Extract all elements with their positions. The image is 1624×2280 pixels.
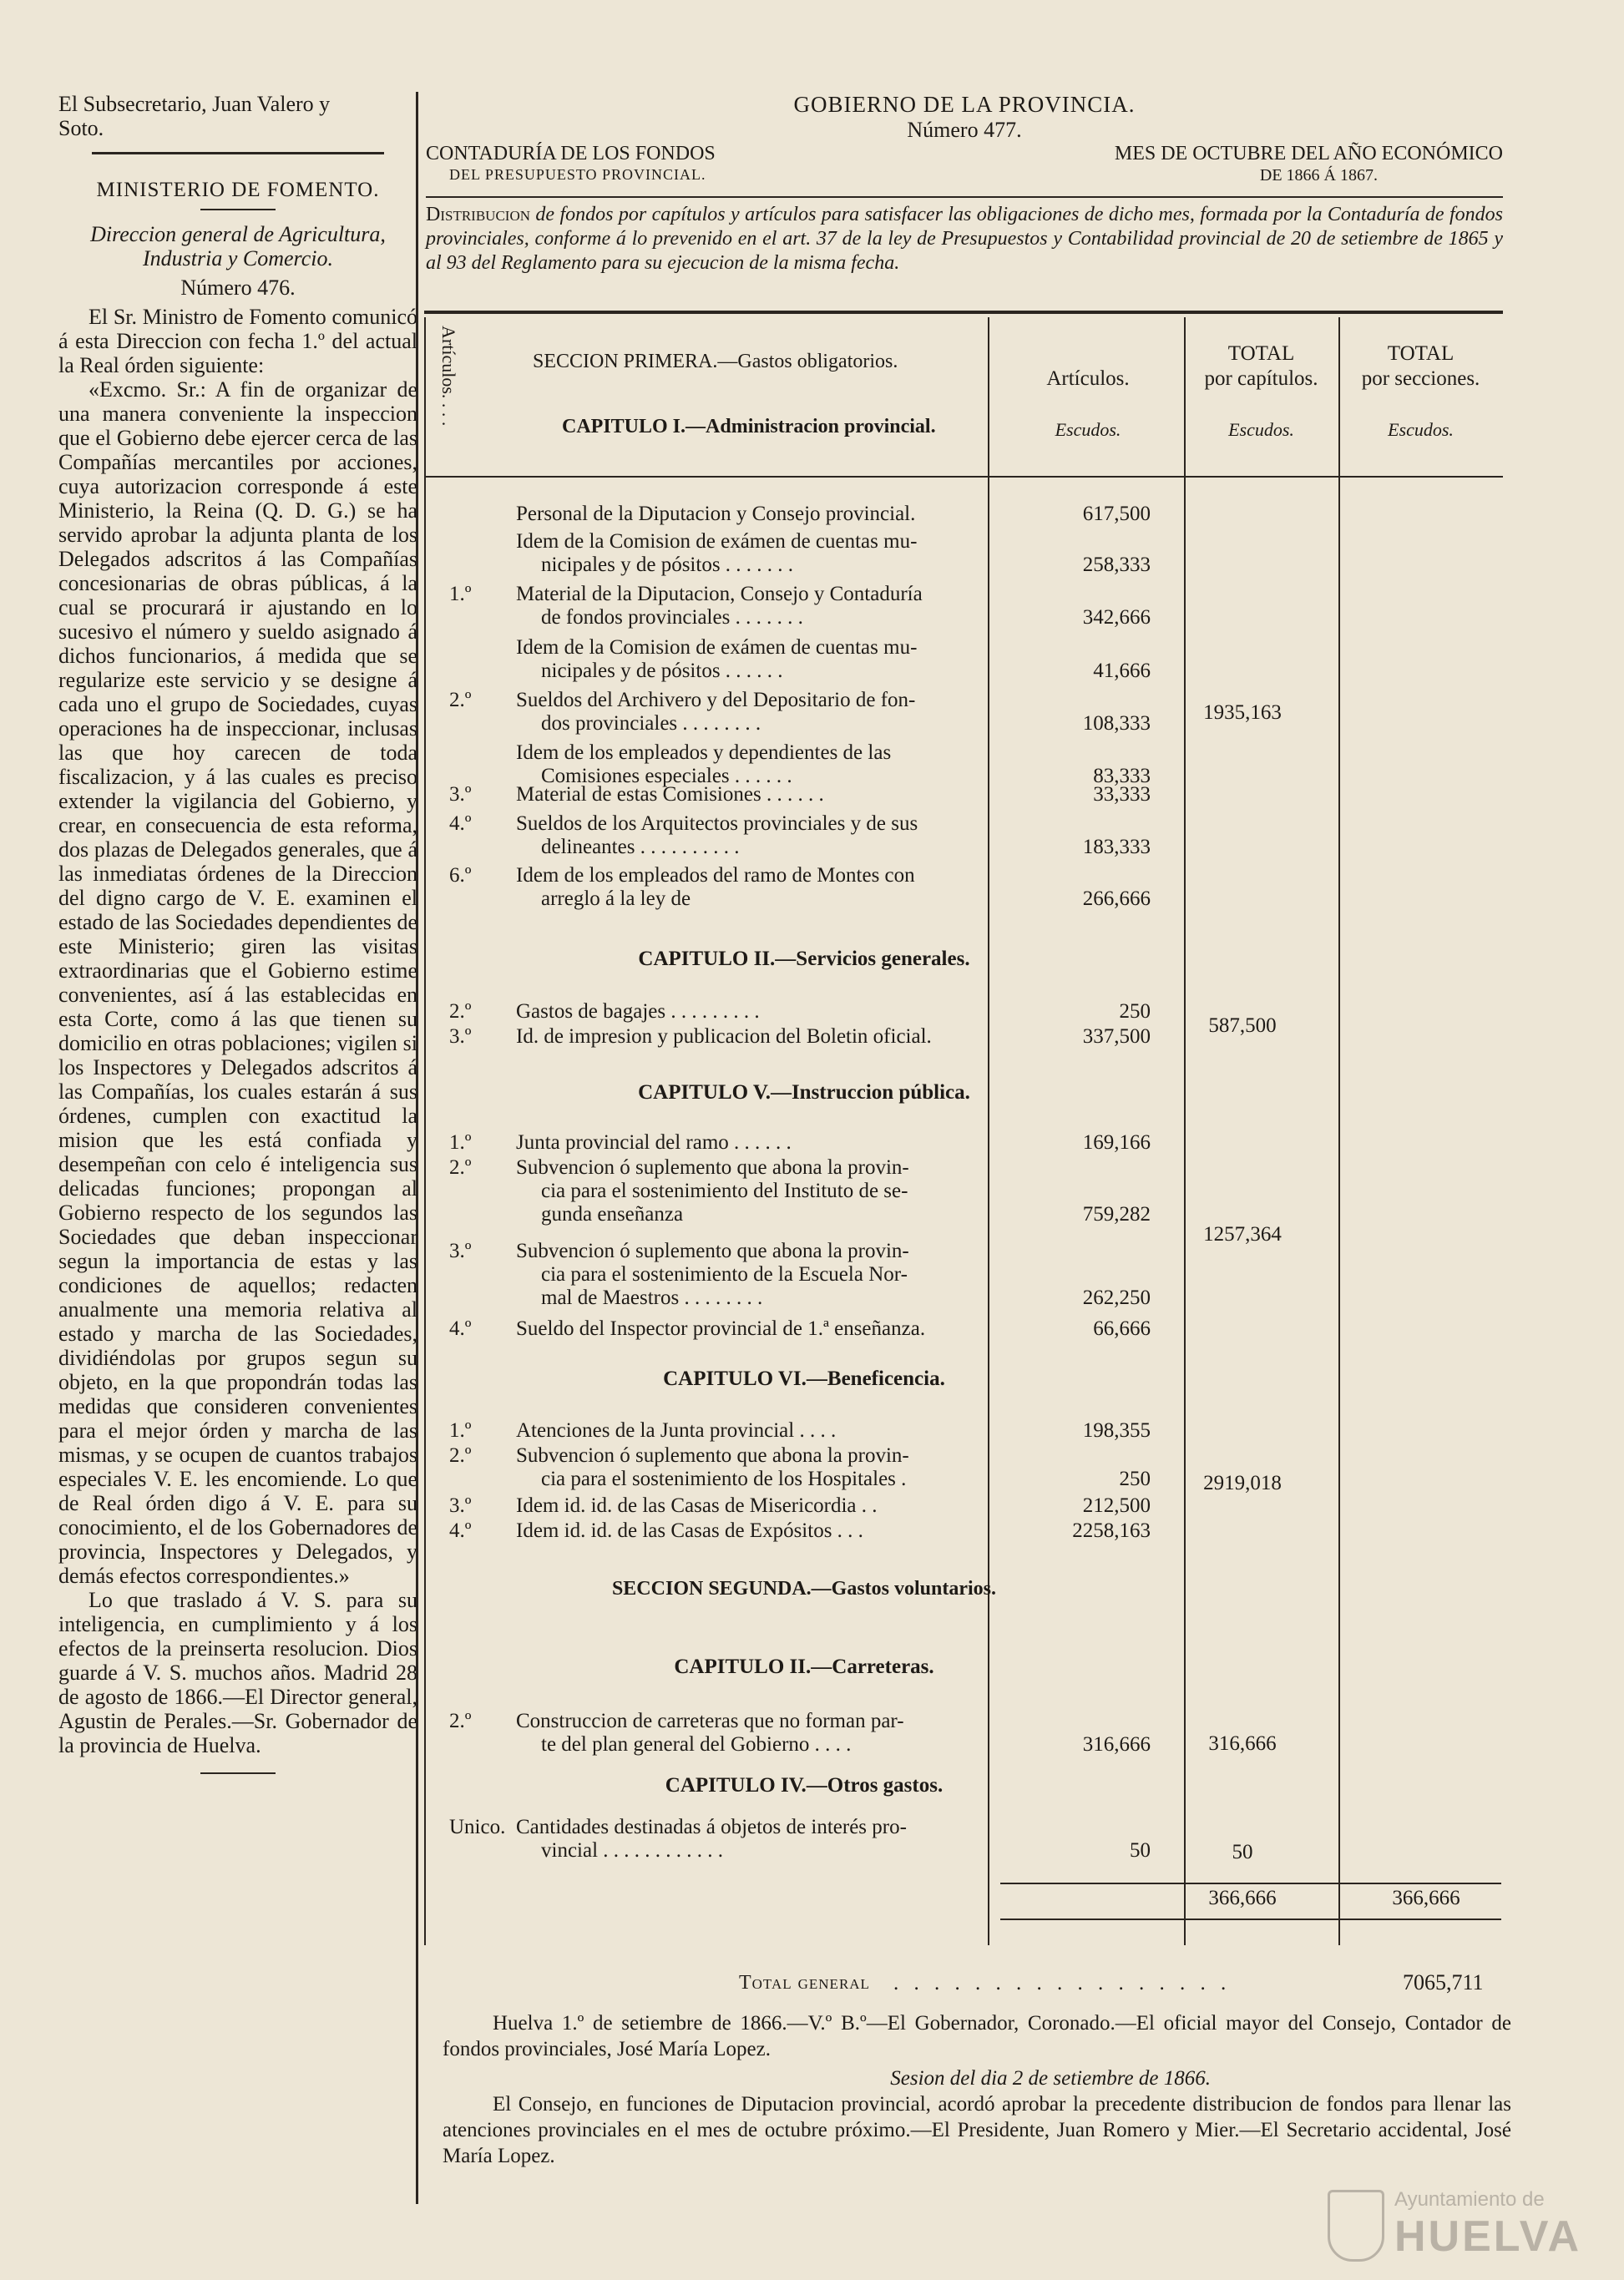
table-left-border (424, 317, 426, 1945)
col-articulos-unit: Escudos. (1055, 419, 1121, 440)
description-line: Id. de impresion y publicacion del Boletin oficial. (516, 1025, 932, 1048)
watermark-line-1: Ayuntamiento de (1394, 2188, 1545, 2211)
header-rule (426, 196, 1503, 198)
col-sec-header-2: por secciones. (1361, 367, 1480, 390)
seccion-segunda (516, 1578, 1092, 1600)
month-line-1: MES DE OCTUBRE DEL AÑO ECONÓMICO (1114, 143, 1503, 164)
description-line: arreglo á la ley de (541, 887, 691, 910)
watermark-line-2: HUELVA (1394, 2212, 1582, 2261)
article-amount: 262,250 (1082, 1287, 1151, 1309)
description-line: mal de Maestros . . . . . . . . (541, 1287, 763, 1309)
notice-number: Número 476. (180, 276, 296, 300)
seccion-segunda-label: SECCION SEGUNDA.—Gastos voluntarios. (611, 1578, 997, 1600)
article-description (516, 689, 1092, 736)
article-description (516, 1816, 1092, 1863)
article-description (516, 583, 1092, 629)
article-description (516, 783, 1092, 806)
header-bottom-rule (424, 476, 1503, 478)
month-line-2: DE 1866 Á 1867. (1259, 166, 1378, 185)
seccion-2-total: 366,666 (1392, 1887, 1460, 1909)
description-line: Atenciones de la Junta provincial . . . . (516, 1419, 837, 1442)
end-separator (200, 1772, 276, 1774)
article-amount: 33,333 (1093, 783, 1151, 806)
gobierno-title: GOBIERNO DE LA PROVINCIA. (793, 92, 1136, 117)
article-number: 4.º (449, 1317, 472, 1340)
capitulo-4-title (516, 1774, 1092, 1797)
article-description (516, 864, 1092, 911)
article-amount: 169,166 (1082, 1131, 1151, 1154)
ministry-title: MINISTERIO DE FOMENTO. (96, 179, 380, 201)
article-number: 3.º (449, 1240, 472, 1262)
description-line: Subvencion ó suplemento que abona la provin- (516, 1240, 909, 1262)
header-subrow (426, 143, 1503, 193)
capitulo-2-label: CAPITULO II.—Servicios generales. (638, 948, 970, 970)
description-line: vincial . . . . . . . . . . . . (541, 1839, 724, 1862)
capitulo-4-label: CAPITULO IV.—Otros gastos. (665, 1774, 944, 1797)
col-articulos-header: Artículos. (1046, 367, 1130, 390)
capitulo-2-total: 587,500 (1208, 1014, 1277, 1037)
article-description (516, 741, 1092, 788)
separator (92, 152, 384, 154)
description-line: dos provinciales . . . . . . . . (541, 712, 761, 735)
description-line: Personal de la Diputacion y Consejo provincial. (516, 503, 916, 525)
article-description (516, 1419, 1092, 1443)
article-amount: 66,666 (1093, 1317, 1151, 1340)
description-line: Junta provincial del ramo . . . . . . (516, 1131, 792, 1154)
total-general-label: Total general (739, 1972, 870, 1994)
coat-of-arms-icon (1328, 2190, 1384, 2262)
article-amount: 316,666 (1082, 1733, 1151, 1756)
subtotal-bottom-rule (1000, 1919, 1501, 1920)
paragraph-intro: El Sr. Ministro de Fomento comunicó á esta Direccion con fecha 1.º del actual la Real órden siguiente: (58, 305, 417, 377)
description-line: cia para el sostenimiento de los Hospitales . (541, 1468, 907, 1490)
article-amount: 50 (1130, 1839, 1151, 1862)
col-sec-header-1: TOTAL (1387, 342, 1455, 365)
article-amount: 258,333 (1082, 554, 1151, 576)
col-cap-header-2: por capítulos. (1204, 367, 1318, 390)
carreteras-total: 316,666 (1208, 1732, 1277, 1755)
article-amount: 342,666 (1082, 606, 1151, 629)
article-number: 3.º (449, 1025, 472, 1048)
distribution-description (426, 203, 1503, 276)
capitulo-5-total: 1257,364 (1203, 1223, 1282, 1246)
description-line: nicipales y de pósitos . . . . . . (541, 660, 783, 682)
article-description (516, 1131, 1092, 1155)
table-top-rule (424, 311, 1503, 314)
article-amount: 617,500 (1082, 503, 1151, 525)
capitulo-5-label: CAPITULO V.—Instruccion pública. (638, 1081, 970, 1104)
description-line: Subvencion ó suplemento que abona la provin- (516, 1156, 909, 1179)
paragraph-royal-order: «Excmo. Sr.: A fin de organizar de una manera conveniente la inspeccion que el Gobierno debe ejercer cerca de las Compañías mercantiles por acciones, cuya autorizacion corresponde á este Ministerio, la Reina (Q. D. G.) se ha servido aprobar la adjunta planta de los Delegados adscritos á las Compañías concesionarias de obras públicas, á la cual se procurará ir ajustando en lo sucesivo el número y sueldo asignado á dichos funcionarios, á medida que se regularize este servicio y se designe á cada uno el grupo de Sociedades, cuyas operaciones ha de inspeccionar, inclusas las que hoy carecen de toda fiscalizacion, y á las cuales es preciso extender la vigilancia del Gobierno, y crear, en consecuencia de esta reforma, dos plazas de Delegados generales, que á las inmediatas órdenes de la Direccion del digno cargo de V. E. examinen el estado de las Sociedades dependientes de este Ministerio; giren las visitas extraordinarias que el Gobierno estime convenientes, así á las establecidas en esta Corte, como á las que tienen su domicilio en otras poblaciones; vigilen si los Inspectores y Delegados adscritos á las Compañías, los cuales estarán á sus órdenes, cumplen con exactitud la mision que les está confiada y desempeñan con celo é inteligencia sus delicadas funciones; propongan al Gobierno respecto de los segundos las Sociedades que deban inspeccionar segun la importancia de estas y las condiciones de aquellos; redacten anualmente una memoria relativa al estado y marcha de las Sociedades, dividiéndolas por grupos segun su objeto, en la que propondrán todas las medidas que consideren convenientes para el mejor órden y marcha de las mismas, y se ocupen de cuantos trabajos especiales V. E. les encomiende. Lo que de Real órden digo á V. E. para su conocimiento, el de los Gobernadores de provincia, Inspectores y Delegados, y demás efectos correspondientes.» (58, 377, 417, 1588)
description-line: te del plan general del Gobierno . . . . (541, 1733, 852, 1756)
top-line-1: El Subsecretario, Juan Valero y (58, 92, 331, 116)
article-description (516, 636, 1092, 683)
article-number: 1.º (449, 1419, 472, 1442)
article-amount: 83,333 (1093, 765, 1151, 787)
seccion-2-cap-total: 366,666 (1208, 1887, 1277, 1909)
distribution-lead: Distribucion (426, 204, 531, 225)
description-line: de fondos provinciales . . . . . . . (541, 606, 803, 629)
left-column (58, 92, 417, 1781)
description-line: gunda enseñanza (541, 1203, 684, 1226)
description-line: Idem de la Comision de exámen de cuentas mu- (516, 530, 918, 553)
description-line: Idem de la Comision de exámen de cuentas mu- (516, 636, 918, 659)
article-description (516, 1000, 1092, 1024)
article-number: 4.º (449, 812, 472, 835)
description-line: Sueldos del Archivero y del Depositario de fon- (516, 689, 916, 711)
ayuntamiento-watermark (1328, 2183, 1582, 2267)
session-date: Sesion del dia 2 de setiembre de 1866. (890, 2067, 1211, 2090)
description-line: Idem id. id. de las Casas de Expósitos . . . (516, 1519, 863, 1542)
seccion-primera: SECCION PRIMERA.—Gastos obligatorios. (533, 351, 898, 372)
article-number: 2.º (449, 1156, 472, 1179)
article-number: 2.º (449, 689, 472, 711)
description-line: cia para el sostenimiento del Instituto de se- (541, 1180, 908, 1202)
col-cap-unit: Escudos. (1228, 419, 1294, 440)
paragraph-closing: Lo que traslado á V. S. para su inteligencia, en cumplimiento y á los efectos de la preinserta resolucion. Dios guarde á V. S. muchos años. Madrid 28 de agosto de 1866.—El Director general, Agustin de Perales.—Sr. Gobernador de la provincia de Huelva. (58, 1588, 417, 1757)
article-amount: 2258,163 (1072, 1519, 1151, 1542)
description-line: Construccion de carreteras que no forman par- (516, 1710, 904, 1732)
capitulo-1-title: CAPITULO I.—Administracion provincial. (562, 416, 936, 437)
capitulo-6-total: 2919,018 (1203, 1472, 1282, 1494)
article-number: Unico. (449, 1816, 506, 1838)
otros-gastos-total: 50 (1232, 1841, 1253, 1863)
description-line: Sueldo del Inspector provincial de 1.ª enseñanza. (516, 1317, 926, 1340)
article-description (516, 1156, 1092, 1226)
article-amount: 250 (1119, 1000, 1151, 1023)
article-description (516, 1025, 1092, 1049)
capitulo-5-title (516, 1081, 1092, 1105)
article-amount: 337,500 (1082, 1025, 1151, 1048)
article-description (516, 1710, 1092, 1757)
article-description (516, 1444, 1092, 1491)
description-line: Material de la Diputacion, Consejo y Contaduría (516, 583, 923, 605)
notice-number-477: Número 477. (907, 118, 1022, 142)
capitulo-2-carreteras-label: CAPITULO II.—Carreteras. (674, 1656, 934, 1678)
capitulos-column-border (1184, 317, 1186, 1945)
distribution-header (426, 92, 1503, 276)
subtotal-rule (1000, 1883, 1501, 1884)
description-line: Comisiones especiales . . . . . . (541, 765, 792, 787)
capitulo-2-carreteras-title (516, 1656, 1092, 1679)
total-general-leader: . . . . . . . . . . . . . . . . . (893, 1972, 1232, 1994)
contaduria-line-2: DEL PRESUPUESTO PROVINCIAL. (449, 166, 706, 183)
footer (443, 2010, 1511, 2169)
capitulo-6-title (516, 1367, 1092, 1391)
article-number: 2.º (449, 1710, 472, 1732)
article-amount: 759,282 (1082, 1203, 1151, 1226)
direction-subhead: Direccion general de Agricultura, Industria y Comercio. (90, 222, 386, 270)
capitulo-1-total: 1935,163 (1203, 701, 1282, 724)
description-line: Gastos de bagajes . . . . . . . . . (516, 1000, 760, 1023)
article-amount: 183,333 (1082, 836, 1151, 858)
article-amount: 266,666 (1082, 887, 1151, 910)
secciones-column-border (1338, 317, 1340, 1945)
article-number: 1.º (449, 583, 472, 605)
article-number: 3.º (449, 1494, 472, 1517)
article-number: 4.º (449, 1519, 472, 1542)
signature-paragraph: Huelva 1.º de setiembre de 1866.—V.º B.º—El Gobernador, Coronado.—El oficial mayor del Consejo, Contador de fondos provinciales, José María Lopez. (443, 2012, 1511, 2060)
article-description (516, 503, 1092, 526)
article-description (516, 530, 1092, 577)
article-description (516, 1519, 1092, 1543)
description-line: Idem de los empleados y dependientes de las (516, 741, 892, 764)
article-number: 2.º (449, 1000, 472, 1023)
article-amount: 250 (1119, 1468, 1151, 1490)
articulos-vertical-label: Artículos. . . . (438, 326, 459, 427)
article-number: 2.º (449, 1444, 472, 1467)
capitulo-2-title (516, 948, 1092, 971)
article-description (516, 1240, 1092, 1310)
article-number: 6.º (449, 864, 472, 887)
article-number: 1.º (449, 1131, 472, 1154)
distribution-table (424, 317, 1503, 1945)
col-cap-header-1: TOTAL (1227, 342, 1295, 365)
description-line: Subvencion ó suplemento que abona la provin- (516, 1444, 909, 1467)
description-line: Sueldos de los Arquitectos provinciales y de sus (516, 812, 918, 835)
description-line: nicipales y de pósitos . . . . . . . (541, 554, 794, 576)
description-line: cia para el sostenimiento de la Escuela Nor- (541, 1263, 908, 1286)
article-amount: 41,666 (1093, 660, 1151, 682)
description-line: Cantidades destinadas á objetos de interés pro- (516, 1816, 907, 1838)
total-general-value: 7065,711 (1403, 1970, 1484, 1994)
article-description (516, 1494, 1092, 1518)
description-line: Material de estas Comisiones . . . . . . (516, 783, 824, 806)
description-line: Idem de los empleados del ramo de Montes con (516, 864, 915, 887)
article-amount: 212,500 (1082, 1494, 1151, 1517)
short-separator (200, 209, 276, 210)
article-number: 3.º (449, 783, 472, 806)
consejo-paragraph: El Consejo, en funciones de Diputacion provincial, acordó aprobar la precedente distribucion de fondos para llenar las atenciones provinciales en el mes de octubre próximo.—El Presidente, Juan Romero y Mier.—El Secretario accidental, José María Lopez. (443, 2093, 1511, 2167)
col-sec-unit: Escudos. (1388, 419, 1454, 440)
top-line-2: Soto. (58, 116, 104, 140)
article-description (516, 1317, 1092, 1341)
contaduria-line-1: CONTADURÍA DE LOS FONDOS (426, 143, 716, 164)
article-amount: 198,355 (1082, 1419, 1151, 1442)
distribution-text: de fondos por capítulos y artículos para satisfacer las obligaciones de dicho mes, formada por la Contaduría de fondos provinciales, conforme á lo prevenido en el art. 37 de la ley de Presupuestos y Contabilidad provincial de 20 de setiembre de 1865 y al 93 del Reglamento para su ejecucion de la misma fecha. (426, 204, 1504, 274)
capitulo-6-label: CAPITULO VI.—Beneficencia. (663, 1367, 945, 1390)
article-amount: 108,333 (1082, 712, 1151, 735)
description-line: Idem id. id. de las Casas de Misericordia . . (516, 1494, 878, 1517)
article-description (516, 812, 1092, 859)
description-line: delineantes . . . . . . . . . . (541, 836, 740, 858)
